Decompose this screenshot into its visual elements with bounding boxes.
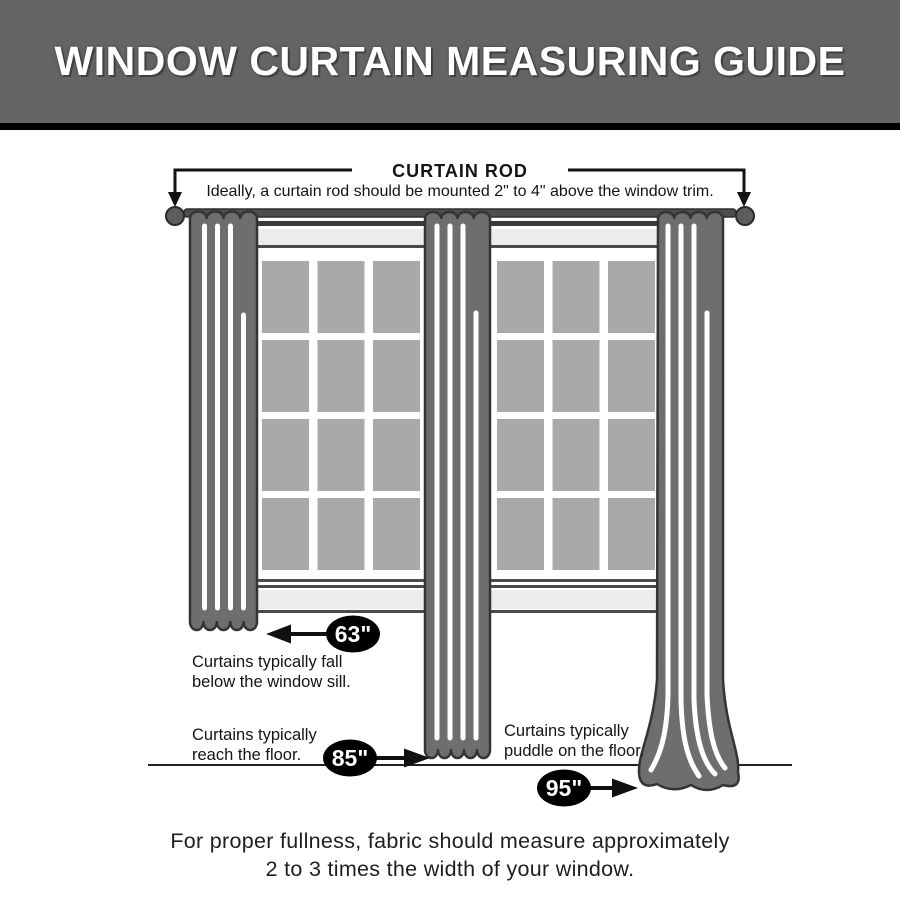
caption-line: Curtains typically fall [192, 653, 343, 671]
right-arrowhead-icon [612, 779, 638, 798]
measurement-value-63: 63" [334, 621, 372, 647]
rod-finial-right [736, 207, 754, 225]
measurement-value-95: 95" [545, 775, 583, 801]
window-pane [318, 498, 365, 570]
window-pane [553, 498, 600, 570]
rod-annotation [168, 161, 751, 207]
left-arrowhead-icon [266, 625, 291, 644]
caption-line: puddle on the floor. [504, 742, 645, 760]
curtain-fabric [190, 212, 257, 630]
window-pane [262, 261, 309, 333]
measurement-63 [266, 616, 380, 653]
window-pane [608, 261, 655, 333]
window-pane [608, 498, 655, 570]
window-pane [553, 261, 600, 333]
window-pane [373, 419, 420, 491]
caption-puddle [504, 722, 644, 760]
caption-line: Curtains typically [504, 722, 629, 740]
curtain-panel-floor-length [425, 212, 490, 758]
window-pane [608, 340, 655, 412]
footer-line: 2 to 3 times the width of your window. [265, 857, 635, 881]
window-pane [553, 340, 600, 412]
window-pane [497, 261, 544, 333]
window-pane [373, 498, 420, 570]
window-pane [553, 419, 600, 491]
window-pane [497, 340, 544, 412]
window-pane [373, 340, 420, 412]
window-pane [262, 419, 309, 491]
caption-line: Curtains typically [192, 726, 317, 744]
page-title: WINDOW CURTAIN MEASURING GUIDE [54, 38, 846, 84]
caption-line: below the window sill. [192, 673, 351, 691]
measurement-95 [537, 770, 638, 807]
down-arrow-icon [168, 192, 182, 207]
rod-finial-left [166, 207, 184, 225]
window-pane [262, 340, 309, 412]
measurement-85 [323, 740, 430, 777]
window-pane [497, 419, 544, 491]
window-pane [608, 419, 655, 491]
window-pane [497, 498, 544, 570]
caption-line: reach the floor. [192, 746, 302, 764]
caption-floor [192, 726, 317, 764]
rod-note: Ideally, a curtain rod should be mounted 2" to 4" above the window trim. [206, 183, 714, 200]
window-pane [318, 261, 365, 333]
down-arrow-icon [737, 192, 751, 207]
window-pane [318, 419, 365, 491]
curtain-panel-sill-length [190, 212, 257, 630]
caption-sill [192, 653, 351, 691]
footer-note [0, 827, 900, 883]
window-pane [373, 261, 420, 333]
measurement-value-85: 85" [331, 745, 369, 771]
window-pane [318, 340, 365, 412]
footer-line: For proper fullness, fabric should measure approximately [170, 829, 730, 853]
window-pane [262, 498, 309, 570]
rod-label: CURTAIN ROD [392, 161, 528, 181]
